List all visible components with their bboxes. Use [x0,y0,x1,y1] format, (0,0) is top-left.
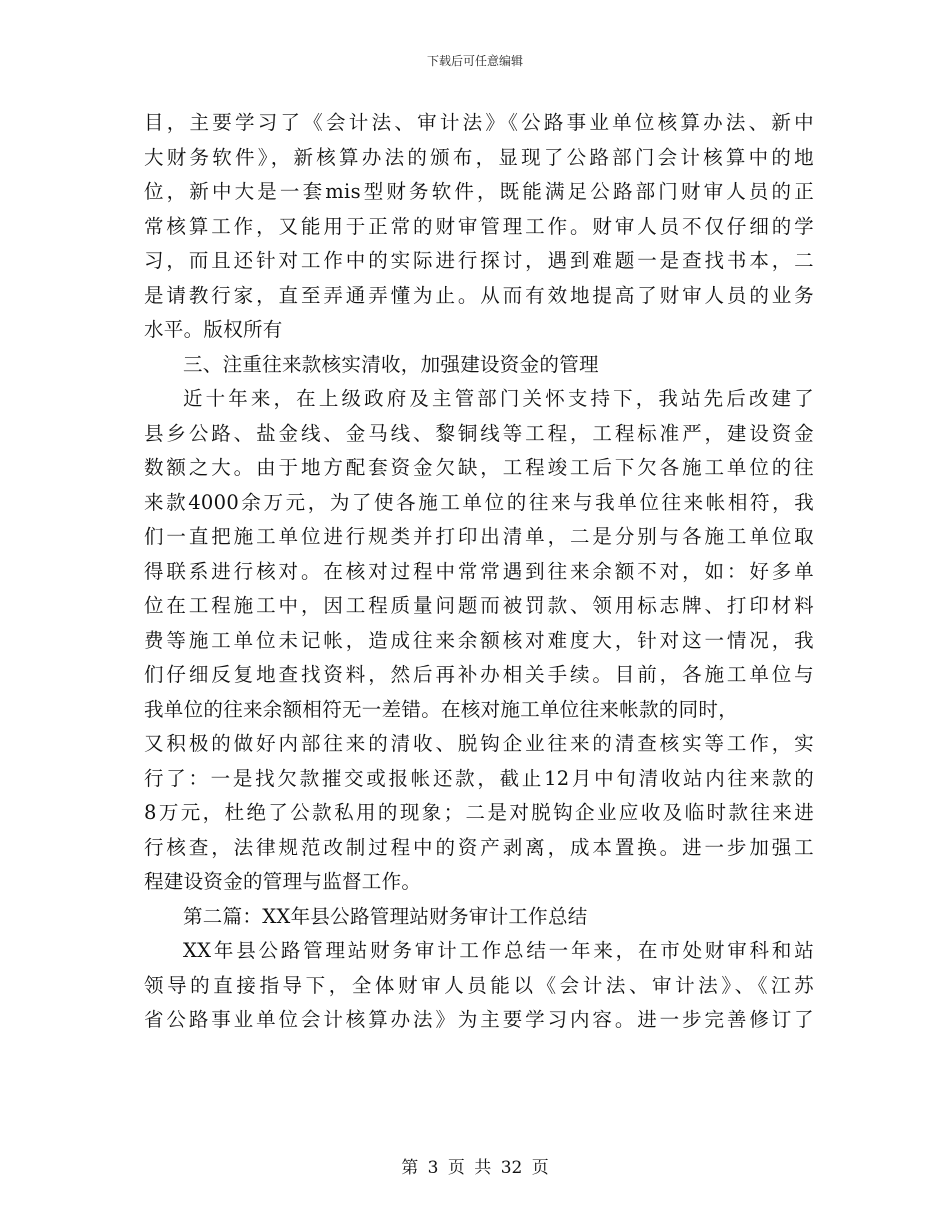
text-line: 来款4000余万元，为了使各施工单位的往来与我单位往来帐相符，我 [144,490,814,514]
text-line: 常核算工作，又能用于正常的财审管理工作。财审人员不仅仔细的学 [144,214,814,238]
text-line: 领导的直接指导下，全体财审人员能以《会计法、审计法》、《江苏 [144,973,814,997]
section-heading: 第二篇：XX年县公路管理站财务审计工作总结 [183,904,588,928]
page-number: 第 3 页 共 32 页 [401,1158,549,1178]
page-header: 下载后可任意编辑 [426,54,523,68]
text-line: 费等施工单位未记帐，造成往来余额核对难度大，针对这一情况，我 [144,628,814,652]
text-line: 8万元，杜绝了公款私用的现象；二是对脱钩企业应收及临时款往来进 [144,801,814,824]
text-line: 位在工程施工中，因工程质量问题而被罚款、领用标志牌、打印材料 [144,594,814,617]
section-heading: 三、注重往来款核实清收，加强建设资金的管理 [183,352,599,376]
text-line: 是请教行家，直至弄通弄懂为止。从而有效地提高了财审人员的业务 [144,283,814,307]
text-line: 位，新中大是一套mis型财务软件，既能满足公路部门财审人员的正 [144,180,814,203]
text-line: 行了：一是找欠款摧交或报帐还款，截止12月中旬清收站内往来款的 [144,766,814,790]
text-line: 数额之大。由于地方配套资金欠缺，工程竣工后下欠各施工单位的往 [144,456,814,479]
document-body [144,106,814,1038]
text-line: 们仔细反复地查找资料，然后再补办相关手续。目前，各施工单位与 [144,663,814,686]
text-line: 近十年来，在上级政府及主管部门关怀支持下，我站先后改建了 [183,387,814,410]
text-line: 省公路事业单位会计核算办法》为主要学习内容。进一步完善修订了 [144,1008,814,1031]
text-line: 大财务软件》，新核算办法的颁布，显现了公路部门会计核算中的地 [144,145,814,169]
text-line: 目，主要学习了《会计法、审计法》《公路事业单位核算办法、新中 [144,111,814,134]
text-line: 水平。版权所有 [144,318,283,341]
text-line: 习，而且还针对工作中的实际进行探讨，遇到难题一是查找书本，二 [144,249,814,272]
text-line: 得联系进行核对。在核对过程中常常遇到往来余额不对，如：好多单 [144,559,814,583]
text-line: 们一直把施工单位进行规类并打印出清单，二是分别与各施工单位取 [144,525,814,548]
text-line: 行核查，法律规范改制过程中的资产剥离，成本置换。进一步加强工 [144,835,814,859]
text-line: XX年县公路管理站财务审计工作总结一年来，在市处财审科和站 [183,939,814,962]
text-line: 县乡公路、盐金线、金马线、黎铜线等工程，工程标准严，建设资金 [144,421,814,445]
text-line: 又积极的做好内部往来的清收、脱钩企业往来的清查核实等工作，实 [144,732,814,755]
text-line: 程建设资金的管理与监督工作。 [144,870,422,893]
text-line: 我单位的往来余额相符无一差错。在核对施工单位往来帐款的同时， [144,697,739,721]
